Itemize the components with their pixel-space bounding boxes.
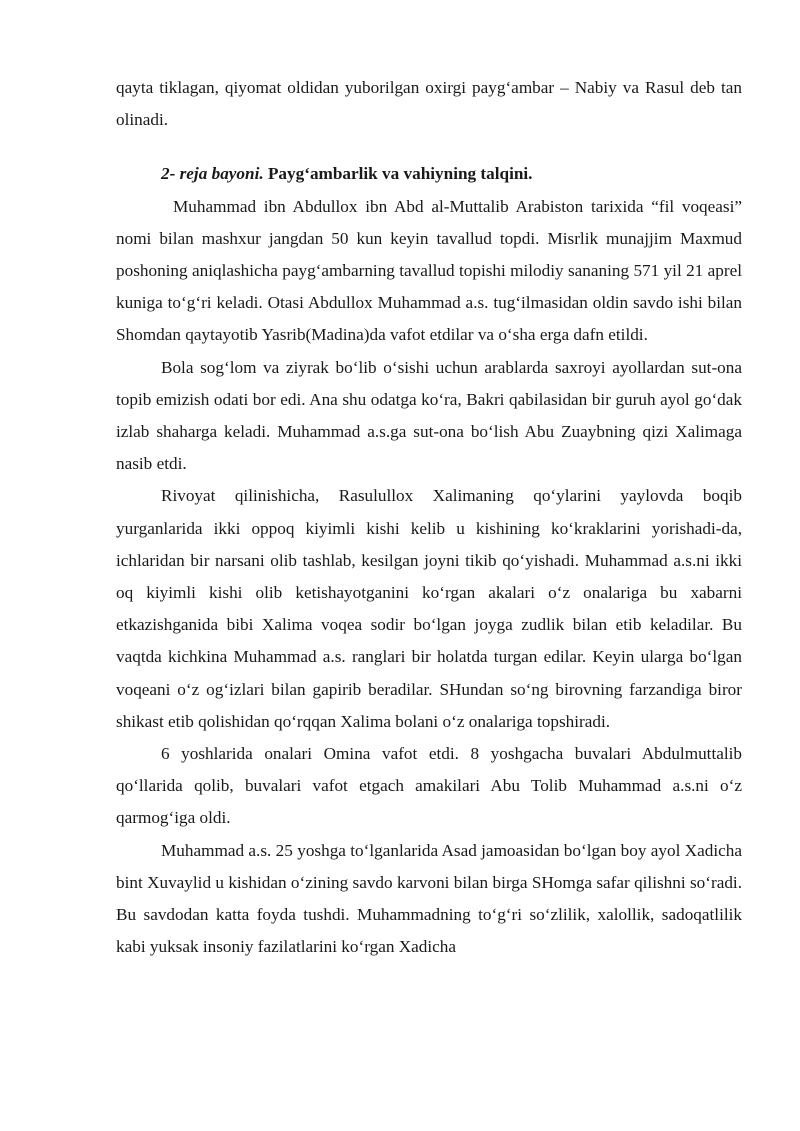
paragraph-khadija: Muhammad a.s. 25 yoshga to‘lganlarida Asad jamoasidan bo‘lgan boy ayol Xadicha bint Xuvaylid u kishidan o‘zining savdo karvoni bilan birga SHomga safar qilishni so‘radi. Bu savdodan katta foyda tushdi. Muhammadning to‘g‘ri so‘zlilik, xalollik, sadoqatlilik kabi yuksak insoniy fazilatlarini ko‘rgan Xadicha [116,840,742,957]
paragraph-narration: Rivoyat qilinishicha, Rasulullox Xalimaning qo‘ylarini yaylovda boqib yurganlarida ikki oppoq kiyimli kishi kelib u kishining ko‘kraklarini yorishadi-da, ichlaridan bir narsani olib tashlab, kesilgan joyni tikib qo‘yishadi. Muhammad a.s.ni ikki oq kiyimli kishi olib ketishayotganini ko‘rgan akalari o‘z onalariga bu xabarni etkazishganida bibi Xalima voqea sodir bo‘lgan joyga zudlik bilan etib keladilar. Bu vaqtda kichkina Muhammad a.s. ranglari bir holatda turgan edilar. Keyin ularga bo‘lgan voqeani o‘z og‘izlari bilan gapirib beradilar. SHundan so‘ng birovning farzandiga biror shikast etib qolishidan qo‘rqqan Xalima bolani o‘z onalariga topshiradi. [116,486,742,731]
heading-label: 2- reja bayoni. [161,164,264,184]
heading-title: Payg‘ambarlik va vahiyning talqini. [267,164,533,184]
intro-paragraph: qayta tiklagan, qiyomat oldidan yuborilgan oxirgi payg‘ambar – Nabiy va Rasul deb tan olinadi. [116,78,742,130]
section-heading [116,158,742,190]
paragraph-childhood: 6 yoshlarida onalari Omina vafot etdi. 8 yoshgacha buvalari Abdulmuttalib qo‘llarida qolib, buvalari vafot etgach amakilari Abu Tolib Muhammad a.s.ni o‘z qarmog‘iga oldi. [116,744,742,828]
paragraph-birth: Muhammad ibn Abdullox ibn Abd al-Muttalib Arabiston tarixida “fil voqeasi” nomi bilan mashxur jangdan 50 kun keyin tavallud topdi. Misrlik munajjim Maxmud poshoning aniqlashicha payg‘ambarning tavallud topishi milodiy sananing 571 yil 21 aprel kuniga to‘g‘ri keladi. Otasi Abdullox Muhammad a.s. tug‘ilmasidan oldin savdo ishi bilan Shomdan qaytayotib Yasrib(Madina)da vafot etdilar va o‘sha erga dafn etildi. [116,196,742,345]
document-page [116,72,742,963]
paragraph-wet-nurse: Bola sog‘lom va ziyrak bo‘lib o‘sishi uchun arablarda saxroyi ayollardan sut-ona topib emizish odati bor edi. Ana shu odatga ko‘ra, Bakri qabilasidan bir guruh ayol go‘dak izlab shaharga keladi. Muhammad a.s.ga sut-ona bo‘lish Abu Zuaybning qizi Xalimaga nasib etdi. [116,357,742,474]
